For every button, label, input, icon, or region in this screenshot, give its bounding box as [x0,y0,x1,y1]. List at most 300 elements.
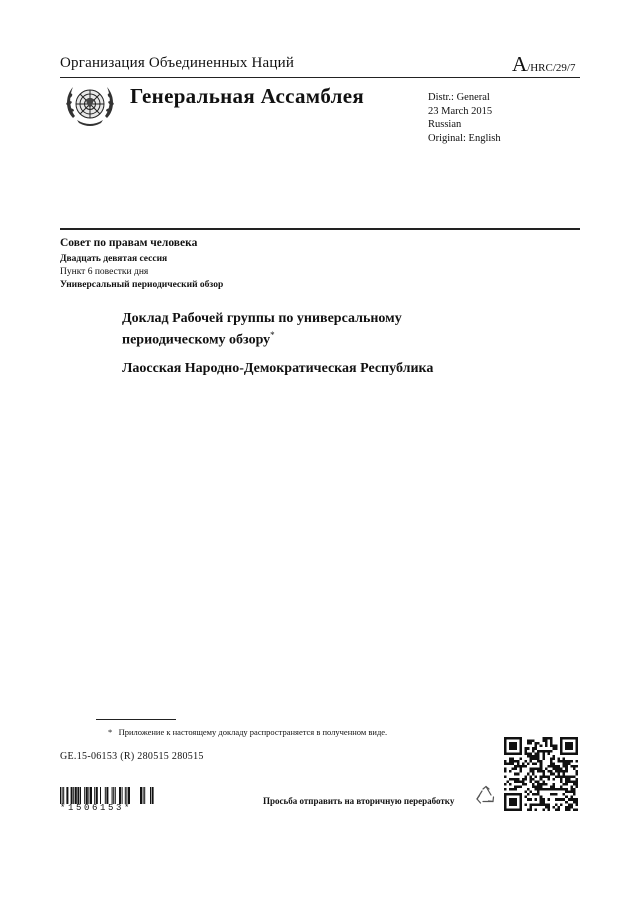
qr-module [540,788,543,791]
qr-module [573,791,576,794]
qr-module [504,770,507,773]
qr-module [568,803,571,806]
qr-module [532,740,535,743]
qr-module [547,737,550,740]
qr-module [542,780,545,783]
qr-module [558,773,561,776]
qr-module [573,801,576,804]
qr-module [558,798,561,801]
distribution-line: Distr.: General [428,92,490,103]
qr-module [537,803,540,806]
qr-module [575,801,578,804]
qr-module [517,778,520,781]
qr-module [509,763,512,766]
qr-module [545,768,548,771]
qr-module [537,742,540,745]
qr-module [555,788,558,791]
qr-module [530,760,533,763]
qr-module [552,765,555,768]
qr-module [537,788,540,791]
qr-module [550,745,553,748]
symbol-letter: A [512,52,528,76]
qr-module [527,808,530,811]
qr-module [545,775,548,778]
qr-module [563,788,566,791]
qr-module [550,793,553,796]
qr-module [504,783,507,786]
distribution-line: 23 March 2015 [428,105,493,117]
qr-module [547,775,550,778]
qr-module [575,765,578,768]
qr-module [537,783,540,786]
barcode-bar [96,787,98,804]
qr-code-icon [504,737,578,811]
qr-module [558,757,561,760]
qr-module [537,750,540,753]
qr-module [542,757,545,760]
qr-module [547,770,550,773]
organization-name: Организация Объединенных Наций [60,55,295,71]
qr-module [535,775,538,778]
qr-module [524,765,527,768]
qr-module [565,780,568,783]
qr-module [570,806,573,809]
qr-module [552,778,555,781]
qr-module [550,788,553,791]
qr-module [570,780,573,783]
qr-module [542,788,545,791]
qr-module [575,798,578,801]
qr-module [535,763,538,766]
qr-module [514,780,517,783]
qr-module [524,778,527,781]
qr-module [542,801,545,804]
qr-module [530,808,533,811]
report-title-line: Доклад Рабочей группы по универсальному [122,311,402,326]
qr-module [570,791,573,794]
qr-module [509,778,512,781]
qr-module [504,775,507,778]
qr-module [568,780,571,783]
qr-module [535,793,538,796]
qr-module [540,801,543,804]
qr-module [565,778,568,781]
qr-module [532,768,535,771]
body-name: Генеральная Ассамблея [130,84,365,108]
qr-module [560,798,563,801]
qr-module [573,793,576,796]
qr-module [565,770,568,773]
barcode-bar [105,787,106,804]
qr-module [570,796,573,799]
qr-module [540,750,543,753]
qr-module [542,783,545,786]
qr-module [540,770,543,773]
qr-module [535,785,538,788]
qr-module [552,757,555,760]
document-symbol [512,52,575,77]
qr-module [542,773,545,776]
qr-module [573,768,576,771]
agenda-topic: Универсальный периодический обзор [60,280,224,290]
qr-module [545,783,548,786]
report-title [122,310,482,349]
recycle-text: Просьба отправить на вторичную переработку [263,796,455,806]
barcode-bar [94,787,95,804]
qr-module [535,808,538,811]
qr-module [573,783,576,786]
qr-module [575,778,578,781]
qr-module [575,808,578,811]
qr-module [558,760,561,763]
qr-module [558,808,561,811]
report-title-line-2 [122,327,482,349]
qr-module [514,765,517,768]
barcode-number: *1506153* [60,803,133,813]
qr-module [517,773,520,776]
header-rule [60,77,580,78]
qr-module [537,770,540,773]
qr-module [565,775,568,778]
qr-module [530,778,533,781]
qr-module [527,752,530,755]
qr-module [527,798,530,801]
qr-module [532,778,535,781]
qr-module [524,796,527,799]
qr-module [547,750,550,753]
qr-module [540,798,543,801]
qr-module [530,755,533,758]
qr-module [547,765,550,768]
qr-module [535,788,538,791]
qr-module [507,763,510,766]
qr-module [555,747,558,750]
barcode-icon [60,787,155,804]
qr-module [504,768,507,771]
qr-module [550,785,553,788]
symbol-code: /HRC/29/7 [527,62,576,74]
qr-module [514,768,517,771]
qr-module [527,763,530,766]
qr-module [532,763,535,766]
qr-module [527,740,530,743]
qr-module [568,798,571,801]
ge-code: GE.15-06153 (R) 280515 280515 [60,751,204,762]
qr-module [522,780,525,783]
barcode-bar [62,787,63,804]
qr-module [560,788,563,791]
report-title-line: периодическому обзору [122,332,271,348]
qr-module [535,768,538,771]
qr-module [552,806,555,809]
qr-module [540,783,543,786]
qr-module [570,785,573,788]
qr-module [509,770,512,773]
barcode-bar [63,787,64,804]
qr-module [512,763,515,766]
qr-module [565,763,568,766]
qr-module [540,796,543,799]
qr-module [563,775,566,778]
qr-module [542,755,545,758]
qr-finder [509,742,517,750]
qr-module [542,752,545,755]
qr-module [542,808,545,811]
qr-module [555,765,558,768]
barcode-bar [115,787,116,804]
qr-module [524,803,527,806]
qr-module [563,783,566,786]
qr-finder [509,798,517,806]
qr-module [550,737,553,740]
qr-module [558,770,561,773]
qr-module [537,780,540,783]
qr-module [573,798,576,801]
qr-module [537,760,540,763]
qr-module [504,763,507,766]
barcode-bar [126,787,127,804]
qr-module [535,780,538,783]
qr-module [552,745,555,748]
qr-module [524,752,527,755]
qr-module [552,768,555,771]
qr-module [555,745,558,748]
barcode-bar [75,787,77,804]
qr-module [504,760,507,763]
qr-module [552,763,555,766]
qr-module [545,737,548,740]
qr-module [527,788,530,791]
qr-module [532,770,535,773]
qr-module [532,750,535,753]
qr-finder [565,742,573,750]
qr-module [542,740,545,743]
qr-module [573,765,576,768]
barcode-bar [84,787,85,804]
qr-module [542,750,545,753]
qr-module [560,785,563,788]
barcode-bar [125,787,126,804]
qr-module [568,775,571,778]
qr-module [575,785,578,788]
qr-module [540,775,543,778]
qr-module [573,808,576,811]
barcode-bar [150,787,151,804]
barcode-bar [66,787,68,804]
qr-module [575,773,578,776]
qr-module [509,757,512,760]
qr-module [542,803,545,806]
qr-module [537,785,540,788]
qr-module [545,740,548,743]
qr-module [540,760,543,763]
qr-module [560,770,563,773]
qr-module [560,760,563,763]
qr-module [535,747,538,750]
qr-module [524,747,527,750]
qr-module [563,757,566,760]
recycle-icon [474,784,498,808]
qr-module [545,806,548,809]
qr-module [537,791,540,794]
qr-module [568,791,571,794]
qr-module [565,765,568,768]
footnote-marker: * [108,727,113,737]
qr-module [565,768,568,771]
footnote-rule [96,719,176,720]
barcode-bar [122,787,123,804]
qr-module [555,775,558,778]
qr-module [524,791,527,794]
qr-module [550,757,553,760]
qr-module [532,783,535,786]
qr-module [552,755,555,758]
qr-module [545,745,548,748]
qr-module [568,808,571,811]
qr-module [507,780,510,783]
qr-module [542,737,545,740]
barcode-bar [60,787,61,804]
barcode-bar [90,787,92,804]
qr-module [542,770,545,773]
qr-module [573,788,576,791]
qr-module [545,788,548,791]
qr-module [527,742,530,745]
qr-module [563,798,566,801]
qr-module [517,785,520,788]
qr-module [550,750,553,753]
qr-module [514,773,517,776]
qr-module [550,770,553,773]
qr-module [514,760,517,763]
barcode-bar [112,787,113,804]
qr-module [558,788,561,791]
qr-module [550,760,553,763]
barcode-bar [144,787,145,804]
qr-module [512,768,515,771]
qr-module [524,775,527,778]
footnote-text: Приложение к настоящему докладу распространяется в полученном виде. [118,727,388,737]
qr-module [530,757,533,760]
qr-module [573,780,576,783]
qr-module [527,755,530,758]
qr-module [527,773,530,776]
qr-module [514,788,517,791]
qr-module [545,750,548,753]
qr-module [540,768,543,771]
qr-module [527,747,530,750]
qr-module [537,757,540,760]
qr-module [532,773,535,776]
footnote [108,727,387,737]
un-emblem-icon [63,82,117,130]
qr-module [547,788,550,791]
qr-module [530,803,533,806]
qr-module [558,765,561,768]
qr-module [565,788,568,791]
qr-module [535,755,538,758]
qr-module [522,763,525,766]
barcode-bar [71,787,73,804]
qr-module [552,783,555,786]
qr-module [555,798,558,801]
qr-module [555,793,558,796]
qr-module [547,803,550,806]
qr-module [532,755,535,758]
qr-module [537,768,540,771]
qr-module [540,745,543,748]
qr-module [530,768,533,771]
qr-module [550,765,553,768]
qr-module [514,785,517,788]
qr-module [552,793,555,796]
qr-module [530,752,533,755]
qr-module [570,765,573,768]
qr-module [535,742,538,745]
qr-module [568,778,571,781]
qr-module [512,788,515,791]
qr-module [565,808,568,811]
qr-module [565,760,568,763]
qr-module [560,803,563,806]
qr-module [519,757,522,760]
qr-module [530,775,533,778]
qr-module [563,793,566,796]
distribution-line: Original: English [428,132,501,144]
qr-module [547,752,550,755]
qr-module [565,796,568,799]
qr-module [565,783,568,786]
qr-module [535,752,538,755]
qr-module [560,780,563,783]
qr-module [535,798,538,801]
qr-module [509,760,512,763]
qr-module [555,803,558,806]
barcode-bar [106,787,108,804]
qr-module [563,770,566,773]
qr-module [512,757,515,760]
qr-module [568,806,571,809]
qr-module [540,778,543,781]
barcode-bar [140,787,142,804]
agenda-item: Пункт 6 повестки дня [60,267,149,277]
qr-module [570,788,573,791]
qr-module [552,785,555,788]
qr-module [517,760,520,763]
qr-module [555,770,558,773]
qr-module [504,788,507,791]
qr-module [522,778,525,781]
qr-module [560,778,563,781]
qr-module [552,747,555,750]
barcode-bar [73,787,74,804]
barcode-bar [88,787,89,804]
qr-module [550,773,553,776]
qr-module [512,778,515,781]
qr-module [550,740,553,743]
qr-module [565,806,568,809]
qr-module [532,757,535,760]
qr-module [565,791,568,794]
session-name: Двадцать девятая сессия [60,254,168,264]
qr-module [555,768,558,771]
qr-module [530,742,533,745]
distribution-block [428,91,501,145]
qr-module [547,806,550,809]
qr-module [558,806,561,809]
qr-module [509,783,512,786]
barcode-bar [113,787,114,804]
